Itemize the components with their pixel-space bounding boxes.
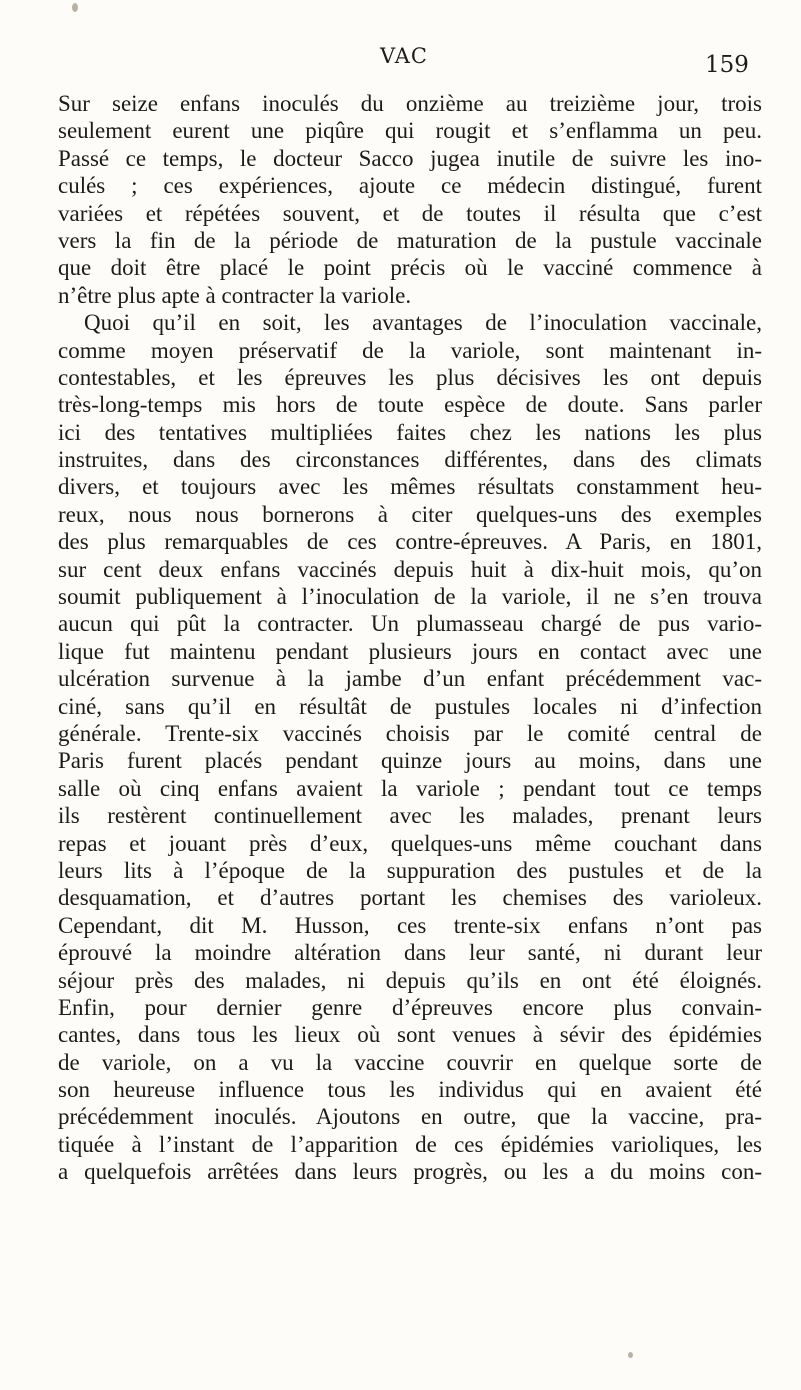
running-head: VAC bbox=[380, 44, 428, 68]
text-line: lique fut maintenu pendant plusieurs jours en contact avec une bbox=[58, 638, 762, 664]
text-line: a quelquefois arrêtées dans leurs progrès, ou les a du moins con- bbox=[58, 1159, 762, 1185]
paper-speck bbox=[72, 3, 78, 12]
text-line: repas et jouant près d’eux, quelques-uns même couchant dans bbox=[58, 830, 762, 856]
text-line: Enfin, pour dernier genre d’épreuves encore plus convain- bbox=[58, 994, 762, 1020]
paper-speck bbox=[628, 1352, 633, 1358]
text-line: salle où cinq enfans avaient la variole ; pendant tout ce temps bbox=[58, 775, 762, 801]
text-line: reux, nous nous bornerons à citer quelques-uns des exemples bbox=[58, 501, 762, 527]
text-line: tiquée à l’instant de l’apparition de ces épidémies varioliques, les bbox=[58, 1131, 762, 1157]
text-line: seulement eurent une piqûre qui rougit et s’enflamma un peu. bbox=[58, 118, 762, 144]
text-line: ciné, sans qu’il en résultât de pustules locales ni d’infection bbox=[58, 693, 762, 719]
text-line: Passé ce temps, le docteur Sacco jugea inutile de suivre les ino- bbox=[58, 145, 762, 171]
page-number: 159 bbox=[705, 52, 749, 78]
text-line: Sur seize enfans inoculés du onzième au treizième jour, trois bbox=[58, 91, 762, 116]
body-text bbox=[58, 90, 762, 1186]
text-line: séjour près des malades, ni depuis qu’ils en ont été éloignés. bbox=[58, 967, 762, 993]
text-line: Paris furent placés pendant quinze jours au moins, dans une bbox=[58, 748, 762, 774]
text-line: variées et répétées souvent, et de toutes il résulta que c’est bbox=[58, 200, 762, 226]
text-line: ici des tentatives multipliées faites chez les nations les plus bbox=[58, 419, 762, 445]
text-line: desquamation, et d’autres portant les chemises des varioleux. bbox=[58, 885, 762, 911]
text-line: n’être plus apte à contracter la variole. bbox=[58, 282, 412, 308]
text-line: aucun qui pût la contracter. Un plumasseau chargé de pus vario- bbox=[58, 611, 762, 637]
text-line: sur cent deux enfans vaccinés depuis huit à dix-huit mois, qu’on bbox=[58, 556, 762, 582]
text-line: soumit publiquement à l’inoculation de la variole, il ne s’en trouva bbox=[58, 584, 762, 610]
text-line: très-long-temps mis hors de toute espèce de doute. Sans parler bbox=[58, 392, 762, 418]
text-line: générale. Trente-six vaccinés choisis par le comité central de bbox=[58, 720, 762, 746]
text-line: ulcération survenue à la jambe d’un enfant précédemment vac- bbox=[58, 666, 762, 692]
text-line: culés ; ces expériences, ajoute ce médecin distingué, furent bbox=[58, 173, 762, 199]
text-line: Quoi qu’il en soit, les avantages de l’inoculation vaccinale, bbox=[84, 310, 762, 336]
text-line: ils restèrent continuellement avec les malades, prenant leurs bbox=[58, 803, 762, 829]
text-line: instruites, dans des circonstances différentes, dans des climats bbox=[58, 447, 762, 473]
text-line: leurs lits à l’époque de la suppuration des pustules et de la bbox=[58, 857, 762, 883]
text-line: comme moyen préservatif de la variole, sont maintenant in- bbox=[58, 337, 762, 363]
text-line: contestables, et les épreuves les plus décisives les ont depuis bbox=[58, 364, 762, 390]
text-line: des plus remarquables de ces contre-épreuves. A Paris, en 1801, bbox=[58, 529, 762, 555]
text-line: de variole, on a vu la vaccine couvrir en quelque sorte de bbox=[58, 1049, 762, 1075]
text-line: précédemment inoculés. Ajoutons en outre, que la vaccine, pra- bbox=[58, 1104, 762, 1130]
text-line: éprouvé la moindre altération dans leur santé, ni durant leur bbox=[58, 940, 762, 966]
text-line: Cependant, dit M. Husson, ces trente-six enfans n’ont pas bbox=[58, 912, 762, 938]
text-line: divers, et toujours avec les mêmes résultats constamment heu- bbox=[58, 474, 762, 500]
text-line: son heureuse influence tous les individus qui en avaient été bbox=[58, 1077, 762, 1103]
text-line: vers la fin de la période de maturation de la pustule vaccinale bbox=[58, 227, 762, 253]
text-line: que doit être placé le point précis où le vacciné commence à bbox=[58, 255, 762, 281]
text-line: cantes, dans tous les lieux où sont venues à sévir des épidémies bbox=[58, 1022, 762, 1048]
